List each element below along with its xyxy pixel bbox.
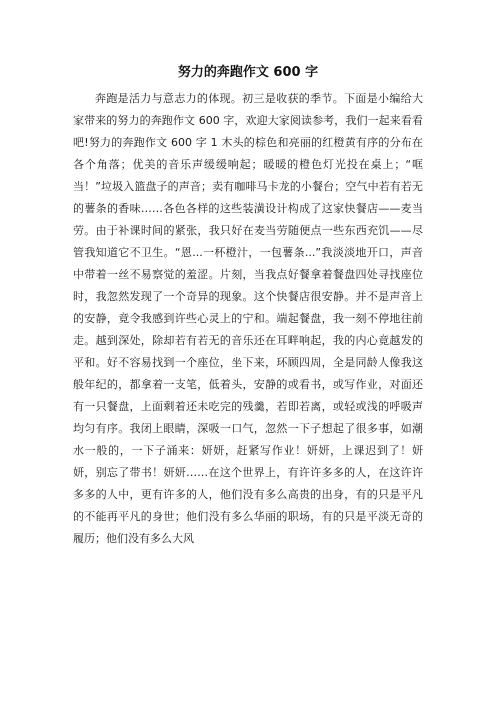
document-body: 奔跑是活力与意志力的体现。初三是收获的季节。下面是小编给大家带来的努力的奔跑作文 600 字，欢迎大家阅读参考，我们一起来看看吧!努力的奔跑作文 600 字 1 木头的棕色和亮丽的红橙黄有序的分布在各个角落；优美的音乐声缓缓响起；暖暖的橙色灯光投在桌上；“哐当！”垃圾入篮盘子的声音；卖有咖啡马卡龙的小餐台；空气中若有若无的薯条的香味……各色各样的这些装潢设计构成了这家快餐店——麦当劳。由于补课时间的紧张，我只好在麦当劳随便点一些东西充饥——尽管我知道它不卫生。“恩...一杯橙汁，一包薯条...”我淡淡地开口，声音中带着一丝不易察觉的羞涩。片刻，当我点好餐拿着餐盘四处寻找座位时，我忽然发现了一个奇异的现象。这个快餐店很安静。并不是声音上的安静，竟令我感到许些心灵上的宁和。端起餐盘，我一刻不停地往前走。越到深处，除却若有若无的音乐还在耳畔响起，我的内心竟越发的平和。好不容易找到一个座位，坐下来，环顾四周，全是同龄人像我这般年纪的，都拿着一支笔，低着头，安静的或看书，或写作业，对面还有一只餐盘，上面剩着还未吃完的残羹，若即若离，或轻或浅的呼吸声均匀有序。我闭上眼睛，深吸一口气，忽然一下子想起了很多事，如潮水一般的，一下子涌来：妍妍，赶紧写作业！妍妍，上课迟到了！妍妍，别忘了带书！妍妍……在这个世界上，有许许多多的人，在这许许多多的人中，更有许多的人，他们没有多么高贵的出身，有的只是平凡的不能再平凡的身世；他们没有多么华丽的职场，有的只是平淡无奇的履历；他们没有多么大风 <box>73 92 423 545</box>
document-title: 努力的奔跑作文 600 字 <box>177 65 319 80</box>
